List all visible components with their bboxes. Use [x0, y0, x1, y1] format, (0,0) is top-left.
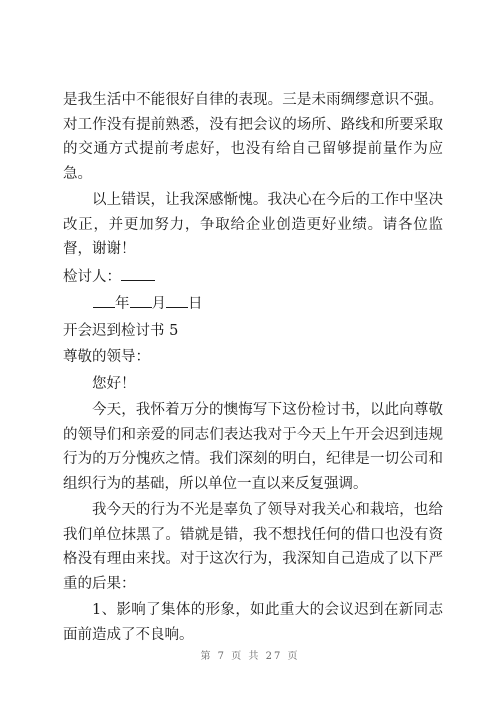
- year-blank: [93, 291, 115, 308]
- greeting: 您好！: [92, 375, 136, 392]
- page-footer: 第 7 页 共 27 页: [200, 651, 300, 662]
- paragraph-1: 是我生活中不能很好自律的表现。三是未雨绸缪意识不强。对工作没有提前熟悉，没有把会议的场所、路线和所要采取的交通方式提前考虑好，也没有给自己留够提前量作为应急。: [63, 92, 443, 182]
- signer-blank: [121, 264, 155, 281]
- day-label: 日: [188, 296, 203, 312]
- salutation: 尊敬的领导：: [63, 349, 150, 365]
- day-blank: [166, 291, 188, 308]
- body-paragraph-1: 今天，我怀着万分的懊悔写下这份检讨书，以此向尊敬的领导们和亲爱的同志们表达我对于今天上午开会迟到违规行为的万分愧疚之情。我们深刻的明白，纪律是一切公司和组织行为的基础，所以单位一直以来反复强调。: [63, 402, 443, 492]
- body-paragraph-3: 1、影响了集体的形象，如此重大的会议迟到在新同志面前造成了不良响。: [63, 602, 443, 643]
- month-blank: [130, 291, 152, 308]
- paragraph-2: 以上错误，让我深感惭愧。我决心在今后的工作中坚决改正，并更加努力，争取给企业创造更好业绩。请各位监督，谢谢！: [63, 192, 443, 257]
- month-label: 月: [151, 296, 166, 312]
- body-paragraph-2: 我今天的行为不光是辜负了领导对我关心和栽培，也给我们单位抹黑了。错就是错，我不想找任何的借口也没有资格没有理由来找。对于这次行为，我深知自己造成了以下严重的后果：: [63, 502, 443, 592]
- section-title: 开会迟到检讨书 5: [63, 322, 179, 339]
- signer-label: 检讨人：: [63, 268, 121, 285]
- date-line: [63, 291, 443, 317]
- signer-line: [63, 264, 443, 290]
- year-label: 年: [115, 296, 130, 312]
- document-body: [63, 88, 443, 649]
